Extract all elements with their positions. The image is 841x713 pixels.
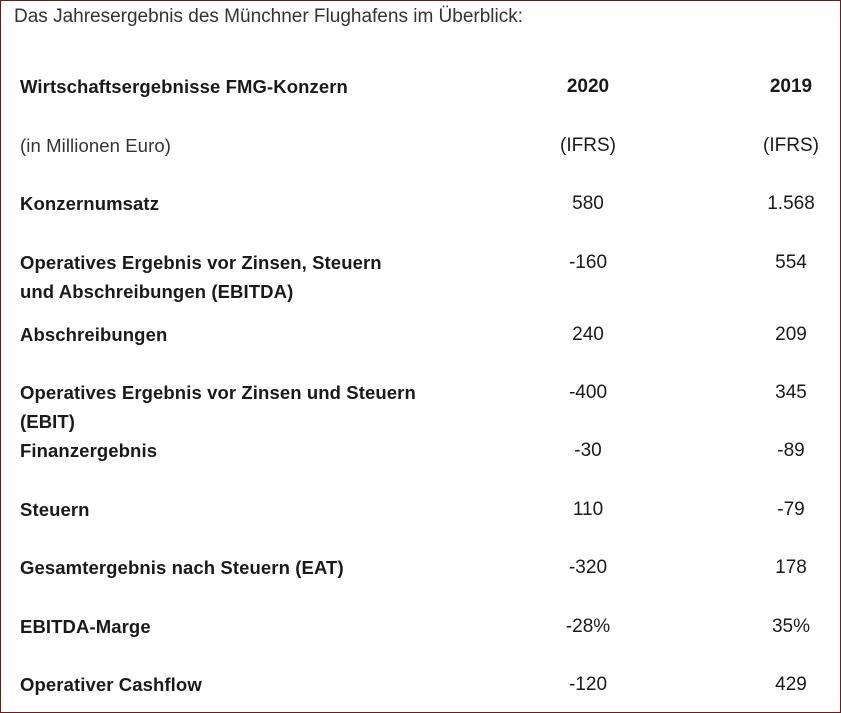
- row-label: Steuern: [20, 499, 90, 520]
- value-2020: -28%: [565, 616, 611, 637]
- value-2020: 240: [572, 324, 604, 345]
- unit-label: (in Millionen Euro): [20, 135, 171, 156]
- value-2019: 209: [775, 324, 807, 345]
- row-label-line-2: und Abschreibungen (EBITDA): [20, 281, 294, 302]
- value-2020: 110: [572, 499, 604, 520]
- row-label-line-1: Operatives Ergebnis vor Zinsen, Steuern: [20, 252, 382, 273]
- row-label: Abschreibungen: [20, 324, 168, 345]
- value-2019: 345: [775, 382, 807, 403]
- value-2020: 580: [572, 193, 604, 214]
- value-2019: -79: [777, 499, 805, 520]
- standard-2019: (IFRS): [763, 135, 819, 156]
- value-2019: 1.568: [767, 193, 815, 214]
- value-2020: -160: [568, 252, 608, 273]
- value-2019: 178: [775, 557, 807, 578]
- value-2020: -320: [568, 557, 608, 578]
- standard-2020: (IFRS): [560, 135, 616, 156]
- value-2020: -400: [568, 382, 608, 403]
- row-label: [20, 378, 490, 436]
- value-2019: 554: [775, 252, 807, 273]
- row-label: EBITDA-Marge: [20, 616, 151, 637]
- row-label-line-1: Operatives Ergebnis vor Zinsen und Steuern: [20, 382, 416, 403]
- value-2019: -89: [777, 440, 805, 461]
- row-label: Operativer Cashflow: [20, 674, 202, 695]
- row-label: [20, 248, 490, 306]
- value-2019: 429: [775, 674, 807, 695]
- column-header-2020: 2020: [566, 76, 610, 97]
- value-2019: 35%: [771, 616, 811, 637]
- column-header-2019: 2019: [769, 76, 813, 97]
- row-label-line-2: (EBIT): [20, 411, 76, 432]
- table-title: Wirtschaftsergebnisse FMG-Konzern: [20, 76, 348, 97]
- row-label: Finanzergebnis: [20, 440, 158, 461]
- row-label: Gesamtergebnis nach Steuern (EAT): [20, 557, 344, 578]
- intro-text: Das Jahresergebnis des Münchner Flughafens im Überblick:: [14, 6, 524, 27]
- row-label: Konzernumsatz: [20, 193, 160, 214]
- value-2020: -30: [574, 440, 602, 461]
- value-2020: -120: [568, 674, 608, 695]
